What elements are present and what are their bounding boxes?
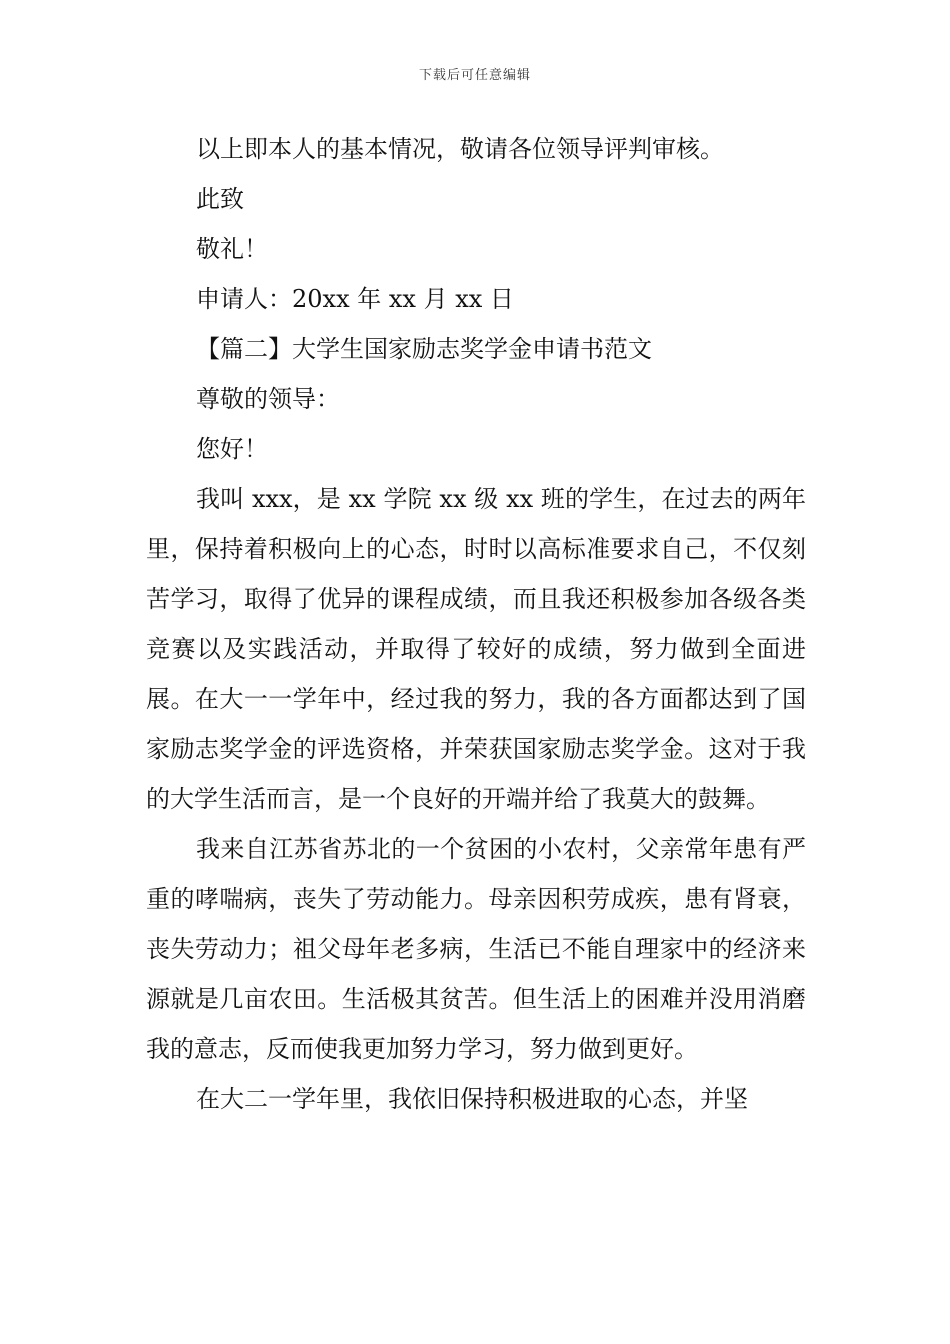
section-title: 【篇二】大学生国家励志奖学金申请书范文 bbox=[196, 335, 652, 363]
paragraph-3: 在大二一学年里，我依旧保持积极进取的心态，并坚 bbox=[196, 1085, 748, 1113]
page-header: 下载后可任意编辑 bbox=[418, 68, 531, 83]
signature-line: 申请人：20xx 年 xx 月 xx 日 bbox=[196, 285, 514, 313]
salutation-line-2: 敬礼！ bbox=[196, 235, 268, 263]
document-body bbox=[146, 124, 806, 1124]
closing-line: 以上即本人的基本情况，敬请各位领导评判审核。 bbox=[196, 135, 724, 163]
greeting-line-2: 您好！ bbox=[196, 435, 268, 463]
greeting-line-1: 尊敬的领导： bbox=[196, 385, 340, 413]
paragraph-2: 我来自江苏省苏北的一个贫困的小农村，父亲常年患有严重的哮喘病，丧失了劳动能力。母亲因积劳成疾，患有肾衰，丧失劳动力；祖父母年老多病，生活已不能自理家中的经济来源就是几亩农田。生活极其贫苦。但生活上的困难并没用消磨我的意志，反而使我更加努力学习，努力做到更好。 bbox=[146, 835, 806, 1063]
paragraph-1: 我叫 xxx，是 xx 学院 xx 级 xx 班的学生，在过去的两年里，保持着积极向上的心态，时时以高标准要求自己，不仅刻苦学习，取得了优异的课程成绩，而且我还积极参加各级各类竞赛以及实践活动，并取得了较好的成绩，努力做到全面进展。在大一一学年中，经过我的努力，我的各方面都达到了国家励志奖学金的评选资格，并荣获国家励志奖学金。这对于我的大学生活而言，是一个良好的开端并给了我莫大的鼓舞。 bbox=[146, 485, 806, 813]
salutation-line-1: 此致 bbox=[196, 185, 244, 213]
